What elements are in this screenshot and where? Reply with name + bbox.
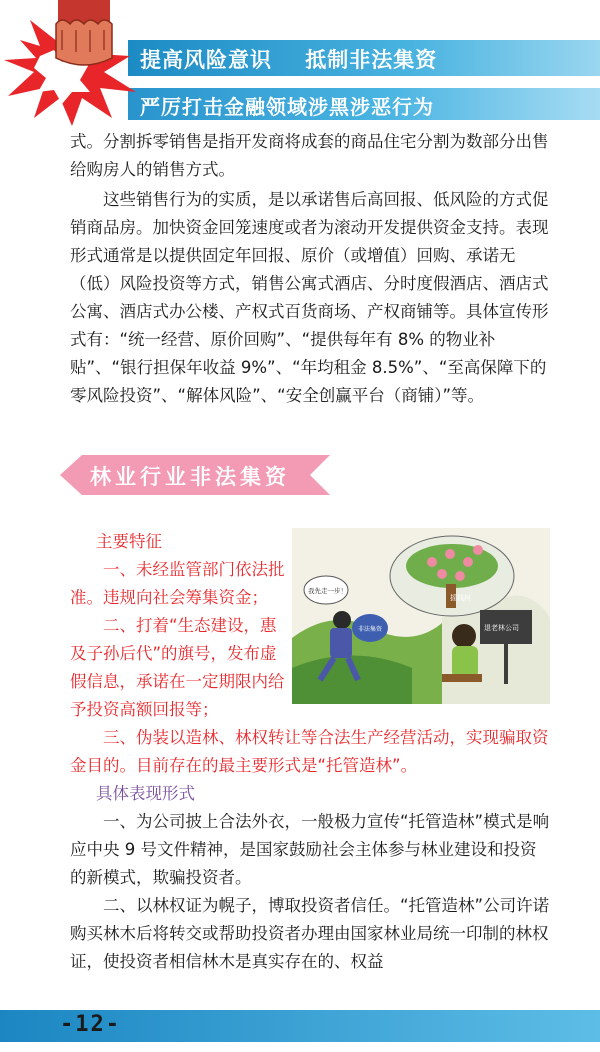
company-sign: 退老林公司	[484, 624, 519, 632]
intro-paragraph-2: 这些销售行为的实质，是以承诺售后高回报、低风险的方式促销商品房。加快资金回笼速度或者为滚动开发提供资金支持。表现形式通常是以提供固定年回报、原价（或增值）回购、承诺无（低）风险投资等方式，销售公寓式酒店、分时度假酒店、酒店式公寓、酒店式办公楼、产权式百货商场、产权商铺等。具体宣传形式有：“统一经营、原价回购”、“提供每年有 8% 的物业补贴”、“银行担保年收益 9%”、“年均租金 8.5%”、“至高保障下的零风险投资”、“解体风险”、“安全创赢平台（商铺）”等。	[70, 190, 549, 405]
page-header	[0, 0, 600, 128]
feature-2: 二、打着“生态建设，惠及子孙后代”的旗号，发布虚假信息，承诺在一定期限内给予投资高额回报等；	[70, 616, 285, 719]
page-number: -12-	[60, 1012, 121, 1037]
illegal-fundraising-illustration	[292, 528, 550, 704]
form-2: 二、以林权证为幌子，博取投资者信任。“托管造林”公司许诺购买林木后将转交或帮助投资者办理由国家林业局统一印制的林权证，使投资者相信林木是真实存在的、权益	[70, 896, 550, 971]
section-title: 林业行业非法集资	[90, 465, 290, 489]
section-title-tab	[60, 455, 330, 495]
feature-3: 三、伪装以造林、林权转让等合法生产经营活动，实现骗取资金目的。目前存在的最主要形式是“托管造林”。	[70, 728, 549, 775]
intro-block	[70, 128, 550, 410]
header-banner-bottom	[128, 88, 600, 120]
header-banner-top	[128, 40, 600, 76]
intro-paragraph-1: 式。分割拆零销售是指开发商将成套的商品住宅分割为数部分出售给购房人的销售方式。	[70, 132, 549, 179]
fist-smash-icon	[0, 0, 150, 128]
header-title-2: 严厉打击金融领域涉黑涉恶行为	[140, 95, 434, 119]
money-bag-label: 非法集资	[358, 626, 383, 633]
feature-heading: 主要特征	[96, 532, 162, 551]
header-title-1: 提高风险意识 抵制非法集资	[140, 48, 438, 72]
feature-1: 一、未经监管部门依法批准。违规向社会筹集资金；	[70, 560, 285, 607]
form-1: 一、为公司披上合法外衣，一般极力宣传“托管造林”模式是响应中央 9 号文件精神，是国家鼓励社会主体参与林业建设和投资的新模式，欺骗投资者。	[70, 812, 550, 887]
features-block	[70, 528, 285, 724]
speech-bubble: 我先走一步！	[308, 587, 347, 595]
forms-heading: 具体表现形式	[96, 784, 195, 803]
page-footer	[0, 1010, 600, 1052]
tree-label: 摇钱树	[450, 594, 471, 602]
forms-block	[70, 780, 550, 976]
